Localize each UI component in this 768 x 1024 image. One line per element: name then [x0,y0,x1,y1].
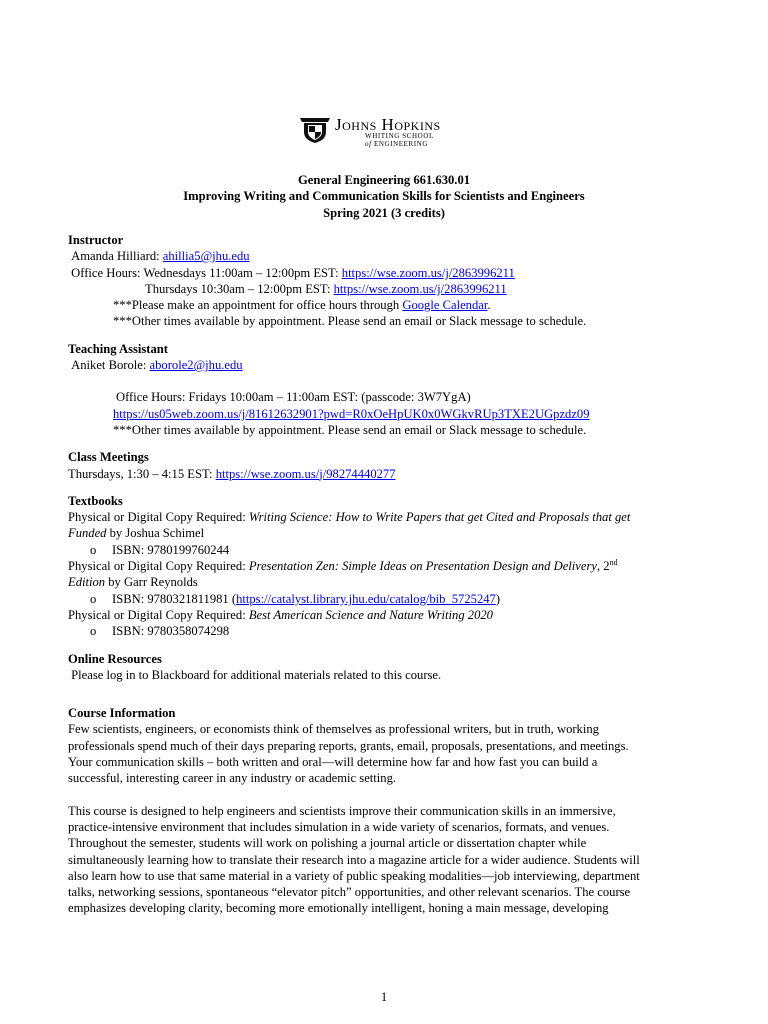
instructor-note-1: ***Please make an appointment for office hours through Google Calendar. [113,298,491,313]
ta-name-line: Aniket Borole: aborole2@jhu.edu [71,358,243,373]
textbook-2-cont: Edition by Garr Reynolds [68,575,198,590]
textbook-1-isbn: o ISBN: 9780199760244 [90,542,230,557]
logo-line-1: WHITING SCHOOL [365,132,434,140]
textbook-1: Physical or Digital Copy Required: Writing Science: How to Write Papers that get Cited and Proposals that get [68,510,631,525]
course-info-paragraph-1: Few scientists, engineers, or economists think of themselves as professional writers, but in truth, working professionals spend much of their days preparing reports, grants, email, proposals, presentations, and meetings. Your communication skills – both written and oral—will determine how far and how fast you can build a successful, interesting career in any industry or academic setting. [68,722,629,786]
course-number: General Engineering 661.630.01 [297,173,471,187]
instructor-office-hours-1: Office Hours: Wednesdays 11:00am – 12:00pm EST: https://wse.zoom.us/j/2863996211 [71,265,515,280]
textbook-3: Physical or Digital Copy Required: Best American Science and Nature Writing 2020 [68,607,493,622]
textbook-3-isbn: o ISBN: 9780358074298 [90,624,230,639]
course-title-block [0,172,768,221]
logo-name: Johns Hopkins [335,115,441,134]
instructor-note-2: ***Other times available by appointment. Please send an email or Slack message to schedule. [113,314,587,329]
online-text: Please log in to Blackboard for additional materials related to this course. [71,667,442,682]
logo-line-2: of ENGINEERING [365,139,429,148]
course-title: Improving Writing and Communication Skills for Scientists and Engineers [183,189,585,204]
ta-heading: Teaching Assistant [68,341,168,356]
catalyst-library-link[interactable]: https://catalyst.library.jhu.edu/catalog/bib_5725247 [236,591,496,606]
ta-zoom-link[interactable]: https://us05web.zoom.us/j/81612632901?pwd=R0xOeHpUK0x0WGkvRUp3TXE2UGpzdz09 [113,406,590,421]
textbook-2: Physical or Digital Copy Required: Presentation Zen: Simple Ideas on Presentation Design and Delivery, 2nd [68,557,618,574]
jhu-shield-icon [300,116,330,144]
textbooks-heading: Textbooks [68,493,123,508]
ta-office-hours: Office Hours: Fridays 10:00am – 11:00am EST: (passcode: 3W7YgA) [116,390,471,405]
instructor-office-hours-2: Thursdays 10:30am – 12:00pm EST: https://wse.zoom.us/j/2863996211 [145,281,507,296]
instructor-heading: Instructor [68,233,124,247]
ta-zoom-line [68,406,708,422]
page-number: 1 [380,990,388,1004]
google-calendar-link[interactable]: Google Calendar [402,298,488,313]
instructor-zoom-link-2[interactable]: https://wse.zoom.us/j/2863996211 [333,281,507,296]
course-term: Spring 2021 (3 credits) [323,205,445,220]
class-zoom-link[interactable]: https://wse.zoom.us/j/98274440277 [215,466,396,481]
online-heading: Online Resources [68,651,162,666]
ta-note: ***Other times available by appointment. Please send an email or Slack message to schedule. [113,422,587,437]
syllabus-content [68,232,708,917]
ta-email-link[interactable]: aborole2@jhu.edu [149,358,243,373]
course-info-heading: Course Information [68,706,176,721]
meetings-heading: Class Meetings [68,450,149,465]
jhu-logo [300,116,470,150]
course-info-paragraph-2: This course is designed to help engineers and scientists improve their communication skills in an immersive, practice-intensive environment that includes simulation in a wide variety of scenarios, formats, and venues. Throughout the semester, students will work on polishing a journal article or dissertation chapter while simultaneously learning how to translate their research into a magazine article for a wider audience. Students will also learn how to use that same material in a variety of public speaking modalities—job interviewing, department talks, networking sessions, spontaneous “elevator pitch” opportunities, and other relevant scenarios. The course emphasizes developing clarity, becoming more emotionally intelligent, honing a main message, developing [68,803,640,916]
instructor-email-link[interactable]: ahillia5@jhu.edu [162,249,250,264]
textbook-2-isbn: o ISBN: 9780321811981 (https://catalyst.library.jhu.edu/catalog/bib_5725247) [90,591,501,606]
instructor-name-line: Amanda Hilliard: ahillia5@jhu.edu [71,249,250,264]
textbook-1-cont: Funded by Joshua Schimel [68,526,205,541]
meetings-line: Thursdays, 1:30 – 4:15 EST: https://wse.zoom.us/j/98274440277 [68,466,396,481]
instructor-zoom-link-1[interactable]: https://wse.zoom.us/j/2863996211 [341,265,515,280]
